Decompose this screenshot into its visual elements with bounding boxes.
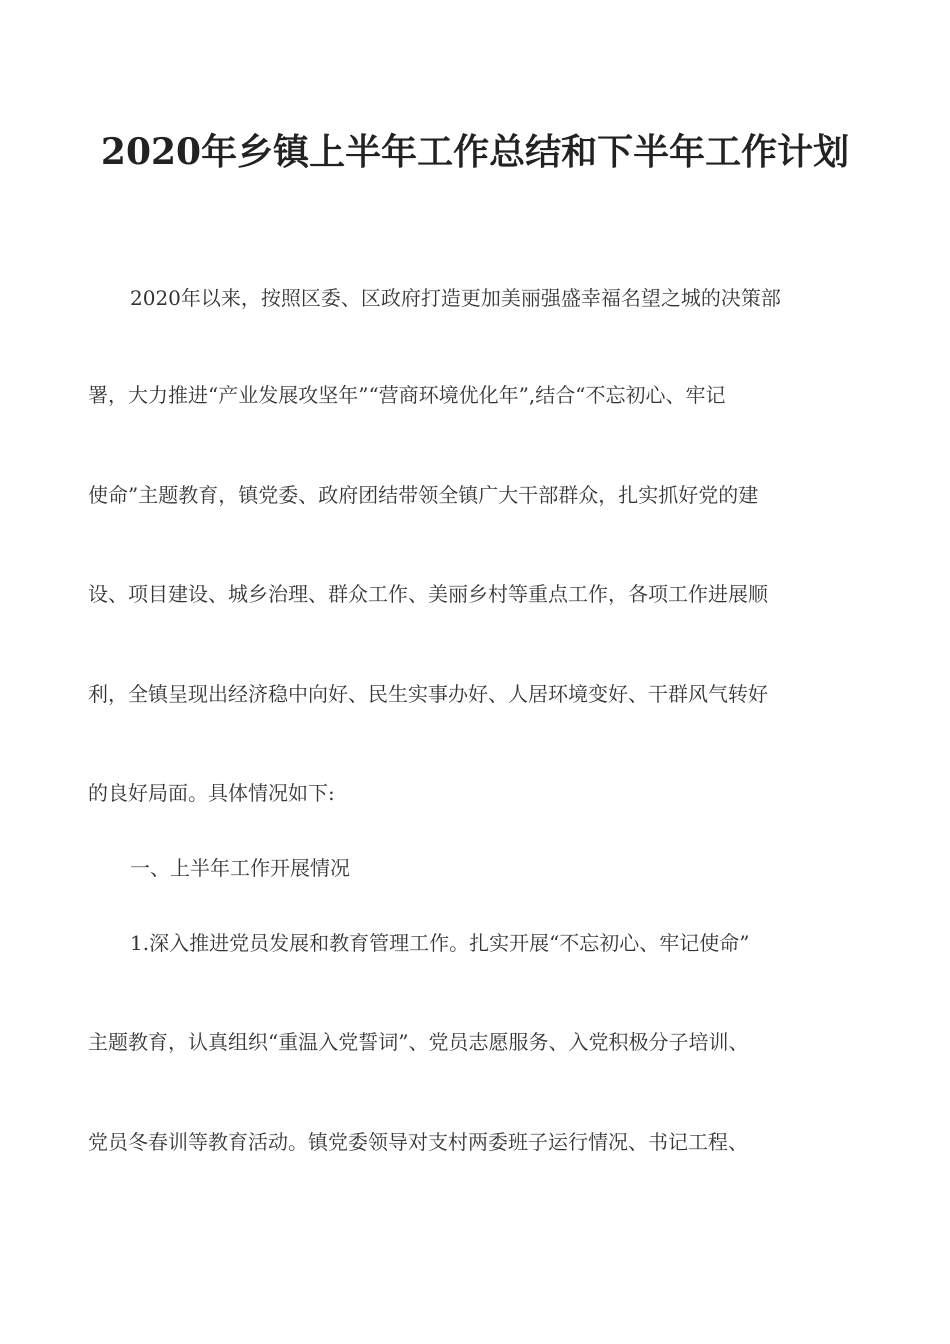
paragraph-line: 1.深入推进党员发展和教育管理工作。扎实开展“不忘初心、牢记使命”: [130, 931, 750, 955]
paragraph-line: 署，大力推进“产业发展攻坚年”“营商环境优化年”,结合“不忘初心、牢记: [88, 383, 726, 407]
paragraph-line: 主题教育，认真组织“重温入党誓词”、党员志愿服务、入党积极分子培训、: [88, 1030, 749, 1054]
paragraph-line: 党员冬春训等教育活动。镇党委领导对支村两委班子运行情况、书记工程、: [88, 1130, 748, 1154]
paragraph-line: 设、项目建设、城乡治理、群众工作、美丽乡村等重点工作，各项工作进展顺: [88, 582, 768, 606]
paragraph-line: 2020年以来，按照区委、区政府打造更加美丽强盛幸福名望之城的决策部: [130, 286, 781, 310]
paragraph-line: 的良好局面。具体情况如下:: [88, 781, 335, 805]
paragraph-line: 使命”主题教育，镇党委、政府团结带领全镇广大干部群众，扎实抓好党的建: [88, 483, 759, 507]
document-title: 2020年乡镇上半年工作总结和下半年工作计划: [100, 131, 850, 173]
section-heading: 一、上半年工作开展情况: [130, 856, 350, 880]
paragraph-line: 利，全镇呈现出经济稳中向好、民生实事办好、人居环境变好、干群风气转好: [88, 682, 768, 706]
